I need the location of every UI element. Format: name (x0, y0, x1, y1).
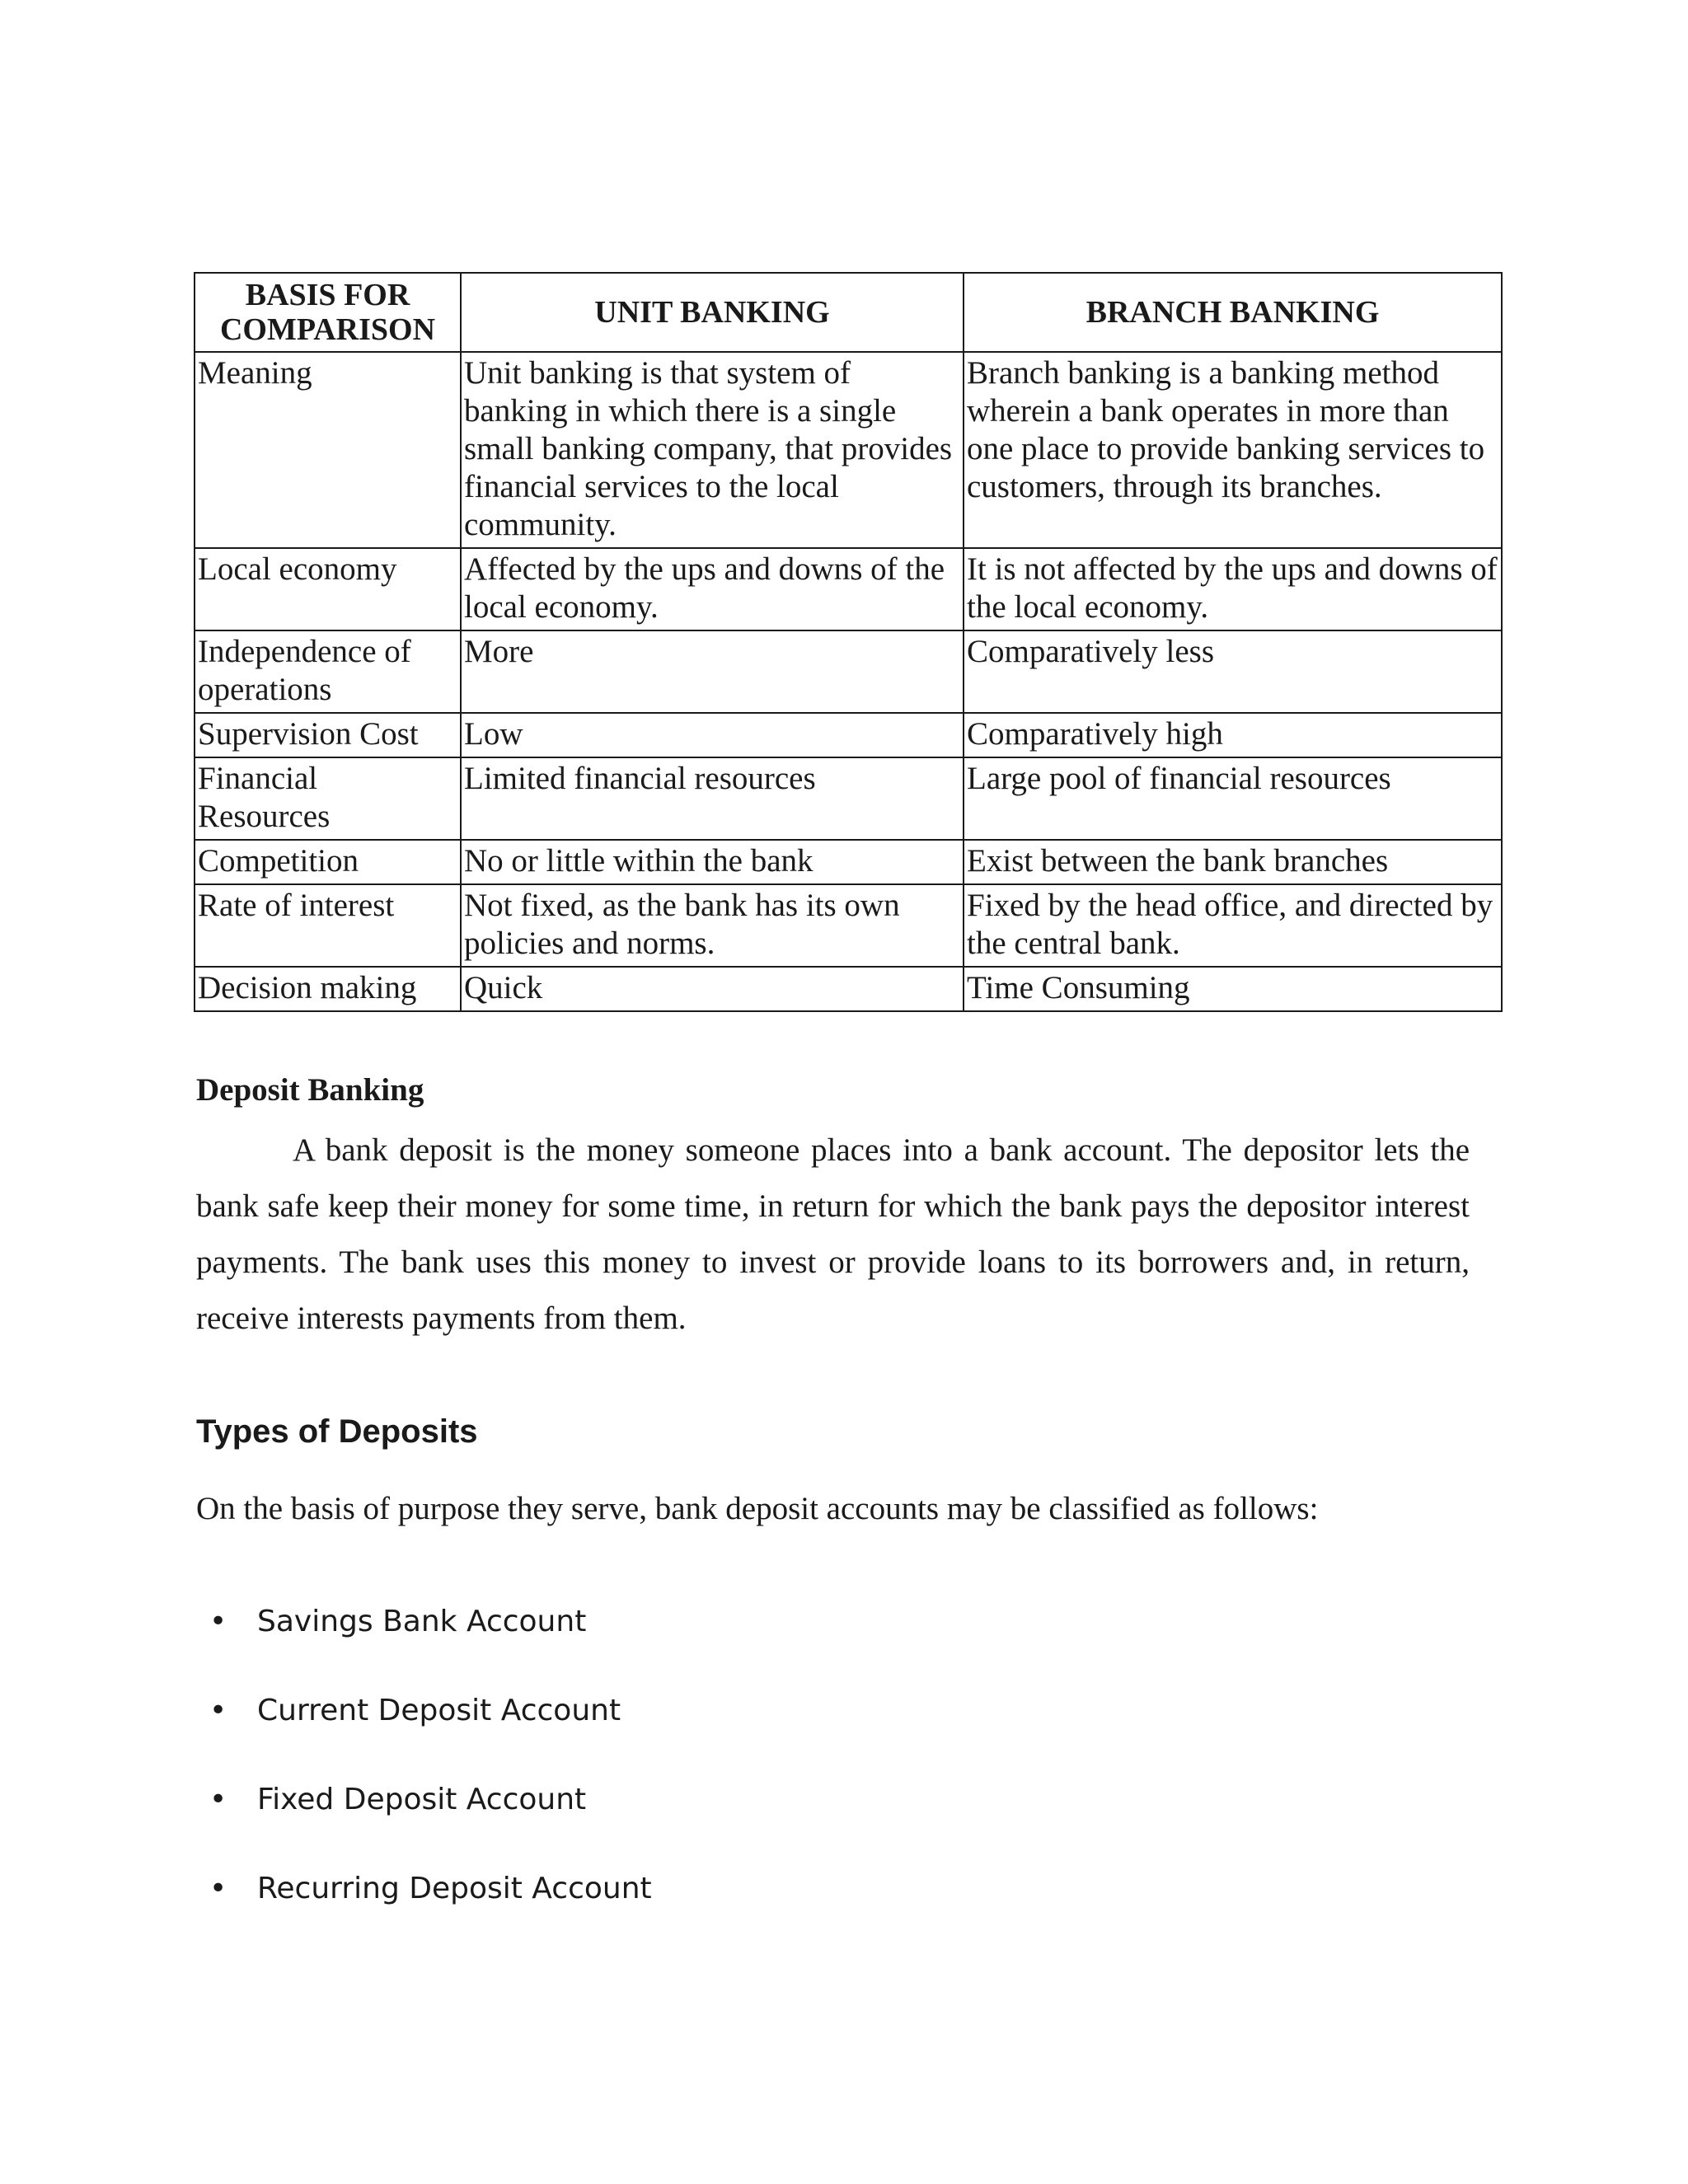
list-item-label: Current Deposit Account (257, 1694, 621, 1727)
basis-cell: Meaning (195, 352, 461, 548)
branch-banking-cell: Large pool of financial resources (964, 757, 1502, 840)
bullet-icon: • (209, 1783, 227, 1816)
table-row (195, 840, 1502, 884)
unit-banking-cell: Affected by the ups and downs of the local economy. (461, 548, 964, 630)
branch-banking-cell: Fixed by the head office, and directed by the central bank. (964, 884, 1502, 967)
branch-banking-cell: Time Consuming (964, 967, 1502, 1011)
table-header-row (195, 273, 1502, 352)
header-basis: BASIS FOR COMPARISON (195, 273, 461, 352)
list-item (196, 1692, 652, 1781)
list-item (196, 1870, 652, 1959)
deposit-banking-heading: Deposit Banking (196, 1072, 424, 1108)
table-row (195, 352, 1502, 548)
bullet-icon: • (209, 1694, 227, 1727)
bullet-icon: • (209, 1605, 227, 1638)
types-of-deposits-intro: On the basis of purpose they serve, bank deposit accounts may be classified as follows: (196, 1491, 1319, 1526)
deposit-types-list (196, 1603, 652, 1959)
table-row (195, 713, 1502, 757)
unit-banking-cell: No or little within the bank (461, 840, 964, 884)
basis-cell: Independence of operations (195, 630, 461, 713)
list-item (196, 1603, 652, 1692)
list-item-label: Fixed Deposit Account (257, 1783, 587, 1816)
header-unit-banking: UNIT BANKING (461, 273, 964, 352)
table-row (195, 548, 1502, 630)
unit-banking-cell: Quick (461, 967, 964, 1011)
branch-banking-cell: Branch banking is a banking method wherein a bank operates in more than one place to provide banking services to customers, through its branches. (964, 352, 1502, 548)
branch-banking-cell: It is not affected by the ups and downs of the local economy. (964, 548, 1502, 630)
basis-cell: Supervision Cost (195, 713, 461, 757)
table-row (195, 757, 1502, 840)
list-item-label: Savings Bank Account (257, 1605, 587, 1638)
table-row (195, 630, 1502, 713)
unit-banking-cell: Not fixed, as the bank has its own policies and norms. (461, 884, 964, 967)
unit-banking-cell: Limited financial resources (461, 757, 964, 840)
table-body (195, 352, 1502, 1011)
branch-banking-cell: Comparatively high (964, 713, 1502, 757)
list-item (196, 1781, 652, 1870)
unit-banking-cell: Unit banking is that system of banking in which there is a single small banking company, that provides financial services to the local community. (461, 352, 964, 548)
branch-banking-cell: Comparatively less (964, 630, 1502, 713)
table-row (195, 884, 1502, 967)
comparison-table (194, 272, 1503, 1012)
basis-cell: Local economy (195, 548, 461, 630)
basis-cell: Competition (195, 840, 461, 884)
basis-cell: Decision making (195, 967, 461, 1011)
deposit-banking-paragraph: A bank deposit is the money someone places into a bank account. The depositor lets the bank safe keep their money for some time, in return for which the bank pays the depositor interest payments. The bank uses this money to invest or provide loans to its borrowers and, in return, receive interests payments from them. (196, 1132, 1470, 1336)
unit-banking-cell: More (461, 630, 964, 713)
bullet-icon: • (209, 1872, 227, 1905)
table-header (195, 273, 1502, 352)
types-of-deposits-heading: Types of Deposits (196, 1413, 478, 1450)
header-branch-banking: BRANCH BANKING (964, 273, 1502, 352)
basis-cell: Rate of interest (195, 884, 461, 967)
basis-cell: Financial Resources (195, 757, 461, 840)
branch-banking-cell: Exist between the bank branches (964, 840, 1502, 884)
unit-banking-cell: Low (461, 713, 964, 757)
table-row (195, 967, 1502, 1011)
list-item-label: Recurring Deposit Account (257, 1872, 652, 1905)
